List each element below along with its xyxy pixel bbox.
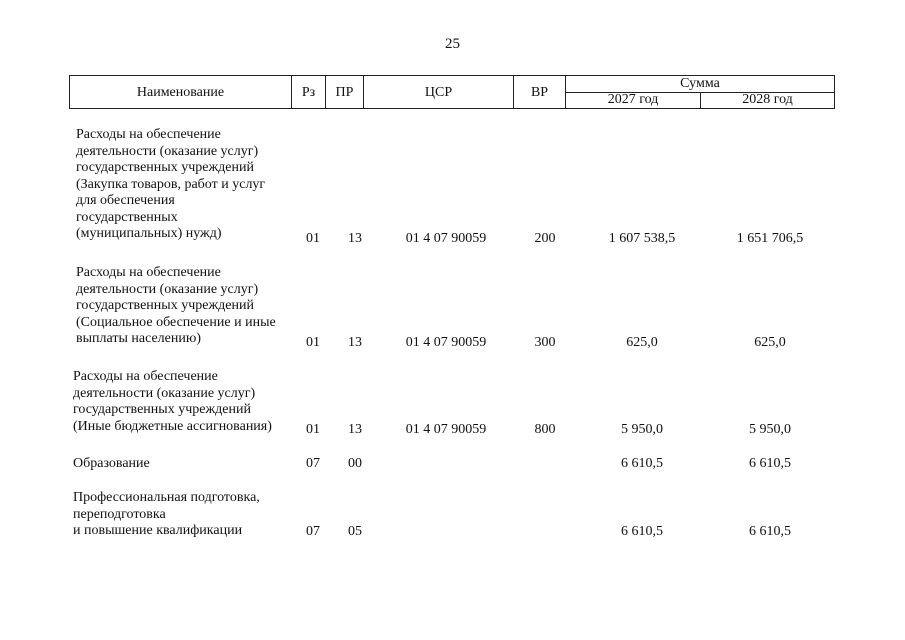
row-rz: 01 [306,422,320,437]
row-rz: 07 [306,524,320,539]
row-name: Расходы на обеспечение деятельности (оказание услуг) государственных учреждений (Социальное обеспечение и иные выплаты населению) [76,265,276,346]
row-sum-2028: 6 610,5 [749,524,791,539]
header-csr: ЦСР [364,76,514,108]
row-pr: 13 [348,422,362,437]
row-rz: 01 [306,231,320,246]
row-sum-2027: 625,0 [626,335,658,350]
row-sum-2028: 1 651 706,5 [736,231,804,246]
row-csr: 01 4 07 90059 [405,335,487,350]
header-year-2028: 2028 год [742,92,793,107]
header-name: Наименование [70,76,292,108]
row-sum-2027: 6 610,5 [621,524,663,539]
row-name: Расходы на обеспечение деятельности (оказание услуг) государственных учреждений (Закупка товаров, работ и услуг для обеспечения государственных (муниципальных) нужд) [76,127,266,241]
header-year-2027: 2027 год [566,92,701,108]
row-vr: 300 [534,335,556,350]
table-header [69,75,835,109]
header-sum: Сумма [566,76,834,93]
row-sum-2028: 5 950,0 [749,422,791,437]
row-sum-2028: 625,0 [754,335,786,350]
row-sum-2028: 6 610,5 [749,456,791,471]
page-number: 25 [445,36,460,52]
row-pr: 13 [348,231,362,246]
row-sum-2027: 1 607 538,5 [608,231,676,246]
row-pr: 05 [348,524,362,539]
row-sum-2027: 6 610,5 [621,456,663,471]
row-vr: 800 [534,422,556,437]
row-pr: 00 [348,456,362,471]
row-sum-2027: 5 950,0 [621,422,663,437]
row-rz: 07 [306,456,320,471]
row-pr: 13 [348,335,362,350]
row-name: Расходы на обеспечение деятельности (оказание услуг) государственных учреждений (Иные бюджетные ассигнования) [73,369,272,434]
header-vr: ВР [514,76,566,108]
row-name: Профессиональная подготовка, переподготовка и повышение квалификации [73,490,260,538]
row-csr: 01 4 07 90059 [405,422,487,437]
row-csr: 01 4 07 90059 [405,231,487,246]
row-name: Образование [73,456,150,471]
row-rz: 01 [306,335,320,350]
header-rz: Рз [292,76,326,108]
row-vr: 200 [534,231,556,246]
header-pr: ПР [326,76,364,108]
